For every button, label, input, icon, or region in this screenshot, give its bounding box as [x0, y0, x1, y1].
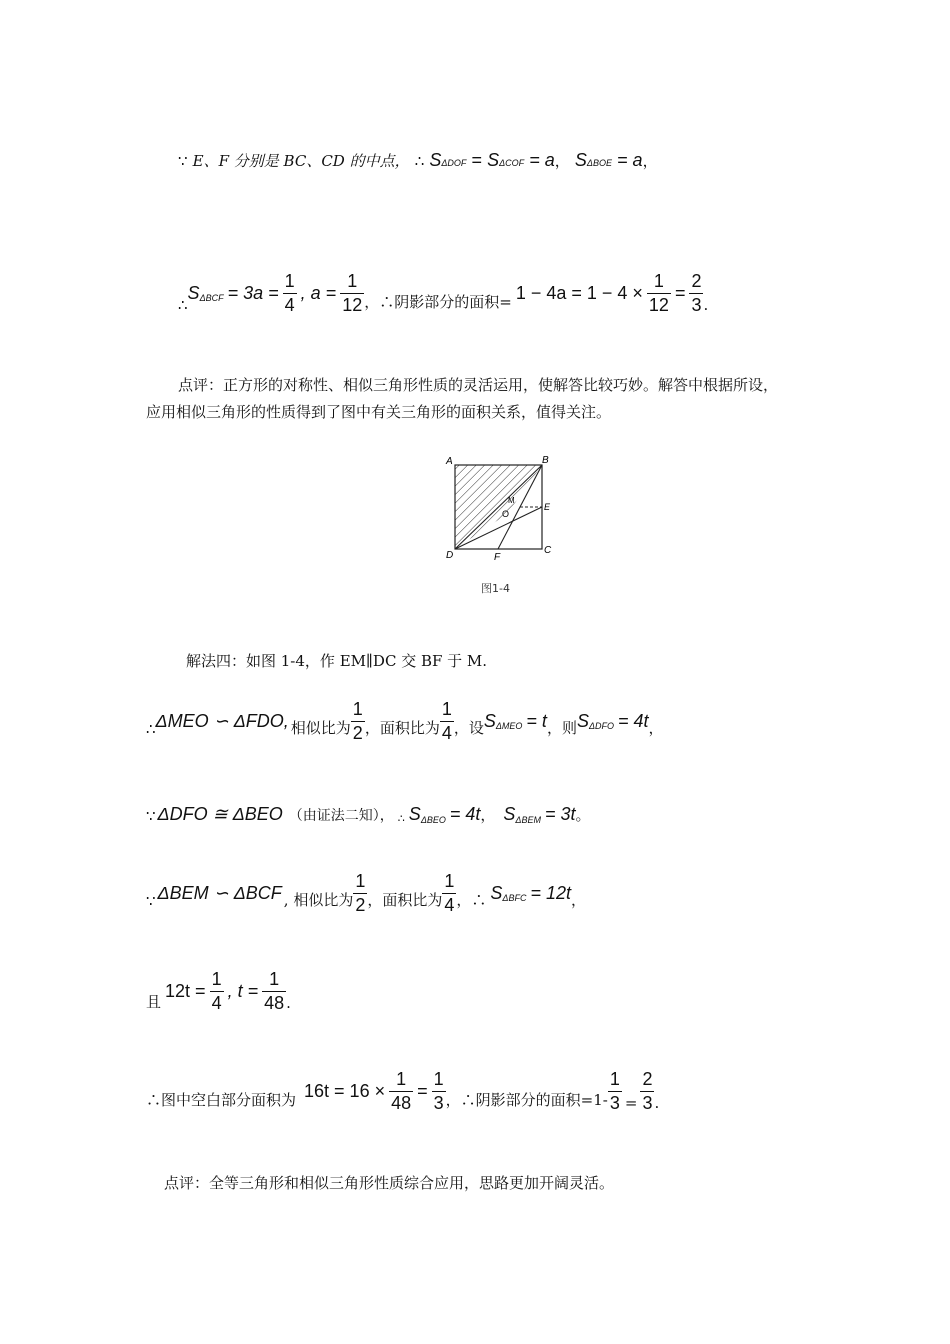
subscript-cof: ΔCOF [499, 158, 525, 168]
comma: ， [648, 719, 664, 737]
area-expression: 1 − 4a = 1 − 4 × [515, 282, 643, 303]
period: . [654, 1094, 660, 1112]
line-8 [146, 1070, 659, 1112]
equals-4t: = 4t [618, 710, 649, 731]
label-a: A [446, 456, 453, 467]
because-symbol: ∵ [146, 892, 156, 910]
because-symbol: ∵ [178, 152, 188, 170]
fraction-one-quarter: $\frac{1}{4}$ [211, 969, 222, 1013]
fraction-one-half: $\frac{1}{2}$ [355, 871, 366, 915]
equals-t: = t [526, 710, 547, 731]
equals-a: = a [617, 150, 643, 170]
comma: ， [480, 806, 496, 824]
fraction-one-48th: $\frac{1}{48}$ [264, 969, 285, 1013]
set-text: ，设 [453, 719, 484, 737]
equals-3a: = 3a = [227, 282, 279, 303]
figure-1-4 [438, 452, 558, 602]
subscript-meo: ΔMEO [495, 721, 523, 731]
sixteen-t-expression: 16t = 16 × [304, 1080, 386, 1101]
then-text: ，则 [546, 719, 577, 737]
fraction-one-third: $\frac{1}{3}$ [609, 1069, 620, 1113]
because-symbol: ∵ [146, 807, 156, 825]
proof-note: （由证法二知）， [288, 808, 394, 824]
congruence-dfo-beo: ΔDFO ≅ ΔBEO [157, 804, 283, 824]
therefore-text: ，∴ [456, 891, 487, 909]
fraction-one-quarter: $\frac{1}{4}$ [441, 699, 452, 743]
period: . [703, 296, 709, 314]
subscript-dfo: ΔDFO [588, 721, 615, 731]
comma: ， [554, 152, 570, 170]
equals-sign: = [471, 150, 482, 170]
therefore-symbol: ∴ [397, 812, 405, 825]
fraction-one-quarter: $\frac{1}{4}$ [444, 871, 455, 915]
figure-caption: 图1-4 [481, 582, 510, 595]
fraction-one-48th: $\frac{1}{48}$ [391, 1069, 412, 1113]
line-1 [178, 150, 658, 171]
similarity-bem-bcf: ΔBEM ∽ ΔBCF [157, 882, 282, 903]
a-equals: , a = [300, 282, 337, 303]
comment-line-2: 应用相似三角形的性质得到了图中有关三角形的面积关系，值得关注。 [146, 403, 612, 421]
fraction-one-quarter: $\frac{1}{4}$ [284, 271, 295, 315]
label-m: M [508, 496, 515, 505]
label-d: D [446, 550, 454, 561]
label-o: O [502, 509, 510, 519]
area-symbol: S [187, 282, 200, 303]
fraction-two-thirds: $\frac{2}{3}$ [691, 271, 702, 315]
subscript-boe: ΔBOE [586, 158, 612, 168]
fraction-one-twelfth: $\frac{1}{12}$ [648, 271, 669, 315]
ratio-text: 相似比为 [290, 719, 351, 737]
label-c: C [544, 545, 552, 556]
equals-3t: = 3t [544, 804, 576, 824]
twelve-t-equals: 12t = [165, 980, 206, 1001]
fraction-one-half: $\frac{1}{2}$ [352, 699, 363, 743]
comma: ， [642, 152, 658, 170]
comment-paragraph-2: 点评：全等三角形和相似三角形性质综合应用，思路更加开阔灵活。 [164, 1174, 615, 1192]
subscript-dof: ΔDOF [441, 158, 467, 168]
subscript-bfc: ΔBFC [502, 893, 527, 903]
line-4 [146, 700, 664, 742]
ratio-text: , 相似比为 [283, 891, 354, 909]
full-stop: 。 [575, 806, 591, 824]
label-f: F [494, 552, 501, 563]
equals-a: = a [529, 150, 555, 170]
area-symbol: S [503, 804, 516, 824]
label-b: B [542, 455, 549, 466]
area-ratio-text: ，面积比为 [367, 891, 443, 909]
line-5 [146, 804, 591, 825]
subscript-beo: ΔBEO [420, 815, 446, 825]
midpoint-statement: E、F 分别是 BC、CD 的中点， [192, 152, 410, 170]
and-text: 且 [146, 993, 162, 1011]
equals-sign: = [624, 1094, 638, 1112]
equals-sign: = [417, 1080, 428, 1101]
comment-paragraph-1 [178, 372, 828, 399]
comma: ， [571, 891, 587, 909]
therefore-symbol: ∴ [146, 720, 156, 738]
equals-12t: = 12t [530, 882, 572, 903]
area-symbol: S [429, 150, 442, 170]
area-ratio-text: ，面积比为 [364, 719, 440, 737]
period: . [286, 994, 291, 1012]
similarity-meo-fdo: ΔMEO ∽ ΔFDO, [155, 710, 289, 731]
line-7 [146, 970, 291, 1012]
subscript-bem: ΔBEM [515, 815, 541, 825]
comment-line-1: 点评：正方形的对称性、相似三角形性质的灵活运用，使解答比较巧妙。解答中根据所设， [178, 376, 779, 394]
line-2 [178, 272, 708, 314]
fraction-one-third: $\frac{1}{3}$ [433, 1069, 444, 1113]
area-symbol: S [408, 804, 421, 824]
equals-sign: = [674, 282, 686, 303]
equals-4t: = 4t [449, 804, 481, 824]
therefore-symbol: ∴ [414, 152, 425, 170]
line-6 [146, 872, 586, 914]
subscript-bcf: ΔBCF [199, 293, 224, 303]
therefore-symbol: ∴ [178, 296, 188, 314]
blank-area-text: ∴图中空白部分面积为 [146, 1091, 297, 1109]
fraction-one-twelfth: $\frac{1}{12}$ [342, 271, 363, 315]
area-symbol: S [487, 150, 500, 170]
t-equals: , t = [227, 980, 259, 1001]
label-e: E [544, 502, 551, 512]
shaded-area-text: ，∴阴影部分的面积=1- [445, 1091, 608, 1109]
area-symbol: S [574, 150, 587, 170]
area-symbol: S [483, 710, 496, 731]
shaded-area-text: ，∴阴影部分的面积= [364, 293, 512, 311]
fraction-two-thirds: $\frac{2}{3}$ [642, 1069, 653, 1113]
area-symbol: S [576, 710, 589, 731]
method-4-text: 解法四：如图 1-4，作 EM∥DC 交 BF 于 M. [186, 652, 488, 670]
area-symbol: S [490, 882, 503, 903]
